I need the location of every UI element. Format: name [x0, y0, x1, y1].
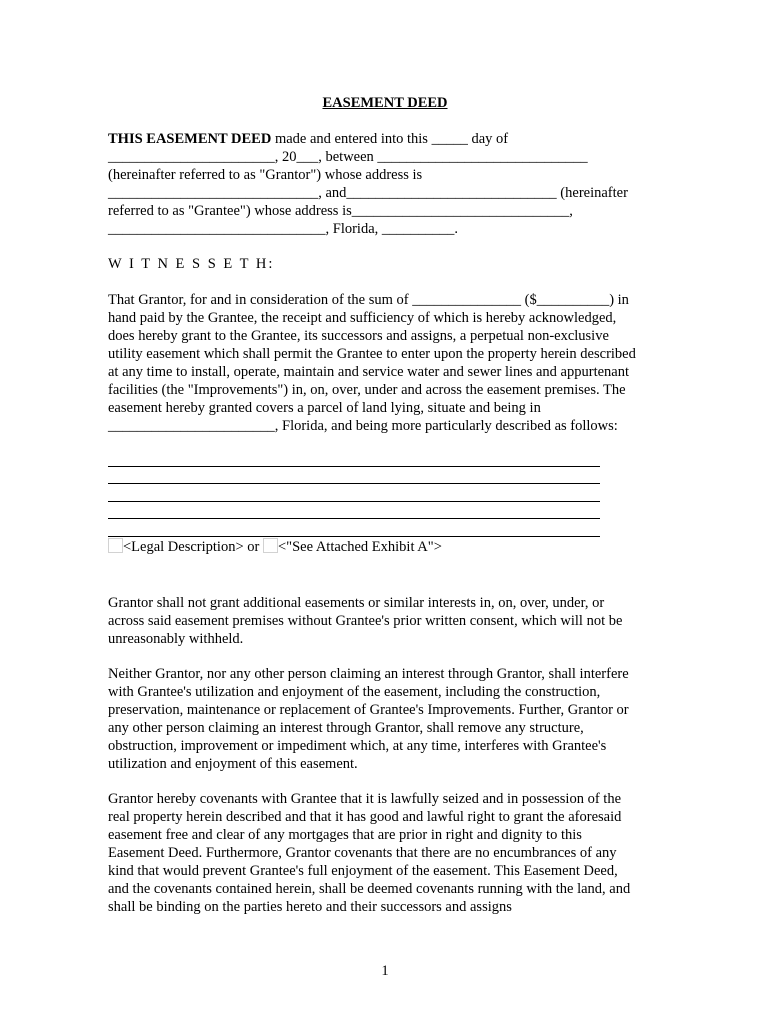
paragraph-line: utilization and enjoyment of this easement.: [108, 756, 358, 772]
intro-paragraph: [108, 130, 668, 238]
legal-description-blank-line[interactable]: [108, 518, 600, 519]
grant-line: _______________________, Florida, and being more particularly described as follows:: [108, 418, 618, 434]
paragraph-line: across said easement premises without Grantee's prior written consent, which will not be: [108, 613, 623, 629]
grant-line: facilities (the "Improvements") in, on, over, under and across the easement premises. The: [108, 382, 626, 398]
legal-description-blank-line[interactable]: [108, 536, 600, 537]
paragraph-line: shall be binding on the parties hereto and their successors and assigns: [108, 899, 512, 915]
grant-line: utility easement which shall permit the Grantee to enter upon the property herein described: [108, 346, 636, 362]
intro-line-1: [108, 130, 668, 148]
legal-description-checkbox[interactable]: [108, 538, 123, 553]
paragraph-line: any other person claiming an interest through Grantor, shall remove any structure,: [108, 720, 584, 736]
grant-line: hand paid by the Grantee, the receipt and sufficiency of which is hereby acknowledged,: [108, 310, 617, 326]
paragraph-line: and the covenants contained herein, shall be deemed covenants running with the land, and: [108, 881, 631, 897]
page-title: EASEMENT DEED: [322, 95, 448, 111]
page-number: 1: [381, 963, 389, 979]
intro-line-1-rest: made and entered into this _____ day of: [271, 131, 509, 147]
covenants-paragraph: [108, 790, 668, 916]
grant-paragraph: [108, 291, 668, 435]
intro-line-2: _______________________, 20___, between _____________________________: [108, 149, 588, 165]
no-additional-easements-paragraph: [108, 594, 668, 648]
paragraph-line: real property herein described and that it has good and lawful right to grant the aforesaid: [108, 809, 622, 825]
paragraph-line: unreasonably withheld.: [108, 631, 244, 647]
paragraph-line: preservation, maintenance or replacement of Grantee's Improvements. Further, Grantor or: [108, 702, 629, 718]
paragraph-line: easement free and clear of any mortgages that are prior in right and dignity to this: [108, 827, 582, 843]
exhibit-a-checkbox[interactable]: [263, 538, 278, 553]
legal-description-option-label: <Legal Description> or: [123, 539, 263, 555]
intro-line-5: referred to as "Grantee") whose address is______________________________,: [108, 203, 573, 219]
no-interference-paragraph: [108, 665, 668, 773]
paragraph-line: Grantor shall not grant additional easements or similar interests in, on, over, under, or: [108, 595, 605, 611]
intro-bold-lead: THIS EASEMENT DEED: [108, 131, 272, 147]
intro-line-4: _____________________________, and_____________________________ (hereinafter: [108, 185, 628, 201]
paragraph-line: Easement Deed. Furthermore, Grantor covenants that there are no encumbrances of any: [108, 845, 617, 861]
intro-line-6: ______________________________, Florida, __________.: [108, 221, 459, 237]
grant-line: does hereby grant to the Grantee, its successors and assigns, a perpetual non-exclusive: [108, 328, 609, 344]
paragraph-line: Neither Grantor, nor any other person claiming an interest through Grantor, shall interfere: [108, 666, 629, 682]
legal-description-blank-line[interactable]: [108, 483, 600, 484]
grant-line: at any time to install, operate, maintain and service water and sewer lines and appurtenant: [108, 364, 630, 380]
paragraph-line: kind that would prevent Grantee's full enjoyment of the easement. This Easement Deed,: [108, 863, 618, 879]
witnesseth-heading: W I T N E S S E T H:: [108, 256, 275, 272]
paragraph-line: with Grantee's utilization and enjoyment of the easement, including the construction,: [108, 684, 601, 700]
paragraph-line: obstruction, improvement or impediment which, at any time, interferes with Grantee's: [108, 738, 607, 754]
exhibit-a-option-label: <"See Attached Exhibit A">: [277, 539, 442, 555]
intro-line-3: (hereinafter referred to as "Grantor") whose address is: [108, 167, 423, 183]
legal-description-choice: [108, 538, 442, 556]
paragraph-line: Grantor hereby covenants with Grantee that it is lawfully seized and in possession of the: [108, 791, 622, 807]
legal-description-blank-line[interactable]: [108, 501, 600, 502]
grant-line: easement hereby granted covers a parcel of land lying, situate and being in: [108, 400, 541, 416]
legal-description-blank-line[interactable]: [108, 466, 600, 467]
grant-line: That Grantor, for and in consideration of the sum of _______________ ($__________) in: [108, 292, 629, 308]
